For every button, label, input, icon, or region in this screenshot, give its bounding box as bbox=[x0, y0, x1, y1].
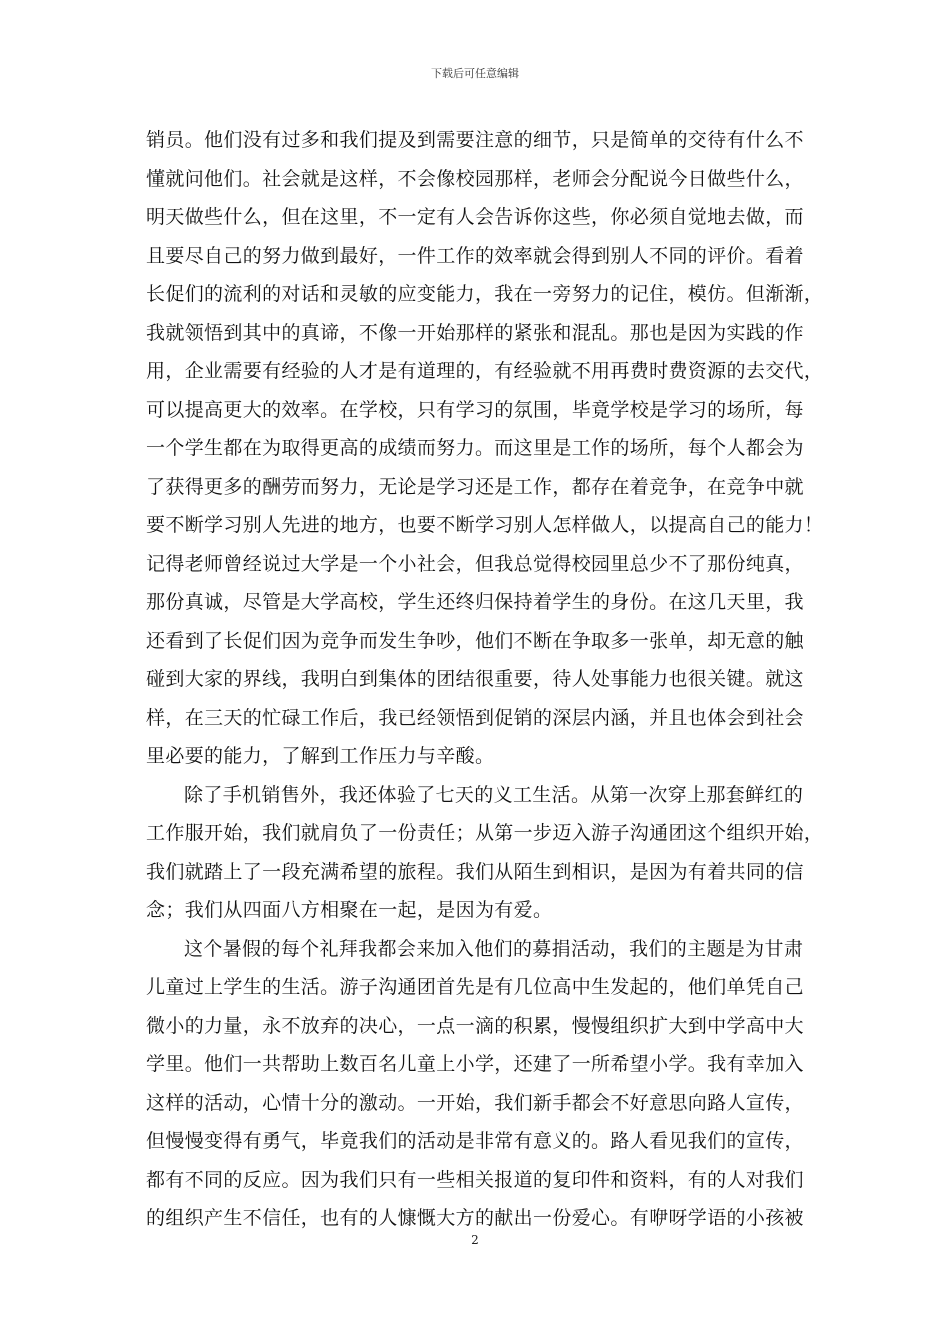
text-line: 样，在三天的忙碌工作后，我已经领悟到促销的深层内涵，并且也体会到社会 bbox=[146, 706, 804, 729]
text-line: 学里。他们一共帮助上数百名儿童上小学，还建了一所希望小学。我有幸加入 bbox=[146, 1053, 804, 1075]
text-line: 长促们的流利的对话和灵敏的应变能力，我在一旁努力的记住，模仿。但渐渐， bbox=[146, 283, 824, 305]
text-line: 碰到大家的界线，我明白到集体的团结很重要，待人处事能力也很关键。就这 bbox=[146, 668, 804, 690]
text-line: 微小的力量，永不放弃的决心，一点一滴的积累，慢慢组织扩大到中学高中大 bbox=[146, 1014, 804, 1037]
text-line: 且要尽自己的努力做到最好，一件工作的效率就会得到别人不同的评价。看着 bbox=[146, 244, 804, 267]
text-line: 要不断学习别人先进的地方，也要不断学习别人怎样做人，以提高自己的能力！ bbox=[146, 514, 824, 536]
text-line: 里必要的能力，了解到工作压力与辛酸。 bbox=[146, 745, 495, 767]
paragraph-first-line: 这个暑假的每个礼拜我都会来加入他们的募捐活动，我们的主题是为甘肃 bbox=[184, 937, 804, 960]
text-line: 我就领悟到其中的真谛，不像一开始那样的紧张和混乱。那也是因为实践的作 bbox=[146, 321, 804, 344]
text-line: 工作服开始，我们就肩负了一份责任；从第一步迈入游子沟通团这个组织开始， bbox=[146, 822, 824, 844]
paragraph-first-line: 除了手机销售外，我还体验了七天的义工生活。从第一次穿上那套鲜红的 bbox=[184, 783, 804, 806]
text-line: 记得老师曾经说过大学是一个小社会，但我总觉得校园里总少不了那份纯真， bbox=[146, 552, 804, 575]
text-line: 那份真诚，尽管是大学高校，学生还终归保持着学生的身份。在这几天里，我 bbox=[146, 591, 804, 613]
text-line: 了获得更多的酬劳而努力，无论是学习还是工作，都存在着竞争，在竞争中就 bbox=[146, 475, 804, 498]
page-number: 2 bbox=[471, 1233, 479, 1247]
text-line: 懂就问他们。社会就是这样，不会像校园那样，老师会分配说今日做些什么， bbox=[146, 167, 804, 190]
text-line: 可以提高更大的效率。在学校，只有学习的氛围，毕竟学校是学习的场所，每 bbox=[146, 398, 804, 421]
text-line: 这样的活动，心情十分的激动。一开始，我们新手都会不好意思向路人宣传， bbox=[146, 1091, 804, 1114]
text-line: 一个学生都在为取得更高的成绩而努力。而这里是工作的场所，每个人都会为 bbox=[146, 437, 804, 459]
text-line: 用，企业需要有经验的人才是有道理的，有经验就不用再费时费资源的去交代， bbox=[146, 360, 824, 382]
text-line: 还看到了长促们因为竞争而发生争吵，他们不断在争取多一张单，却无意的触 bbox=[146, 629, 804, 652]
text-line: 但慢慢变得有勇气，毕竟我们的活动是非常有意义的。路人看见我们的宣传， bbox=[146, 1130, 804, 1152]
text-line: 销员。他们没有过多和我们提及到需要注意的细节，只是简单的交待有什么不 bbox=[146, 129, 804, 151]
text-line: 都有不同的反应。因为我们只有一些相关报道的复印件和资料，有的人对我们 bbox=[146, 1168, 804, 1191]
page-header: 下载后可任意编辑 bbox=[431, 67, 519, 80]
text-line: 的组织产生不信任，也有的人慷慨大方的献出一份爱心。有咿呀学语的小孩被 bbox=[146, 1207, 804, 1229]
text-line: 我们就踏上了一段充满希望的旅程。我们从陌生到相识，是因为有着共同的信 bbox=[146, 860, 804, 883]
text-line: 明天做些什么，但在这里，不一定有人会告诉你这些，你必须自觉地去做，而 bbox=[146, 206, 804, 228]
text-line: 儿童过上学生的生活。游子沟通团首先是有几位高中生发起的，他们单凭自己 bbox=[146, 976, 804, 998]
text-line: 念；我们从四面八方相聚在一起，是因为有爱。 bbox=[146, 899, 553, 921]
